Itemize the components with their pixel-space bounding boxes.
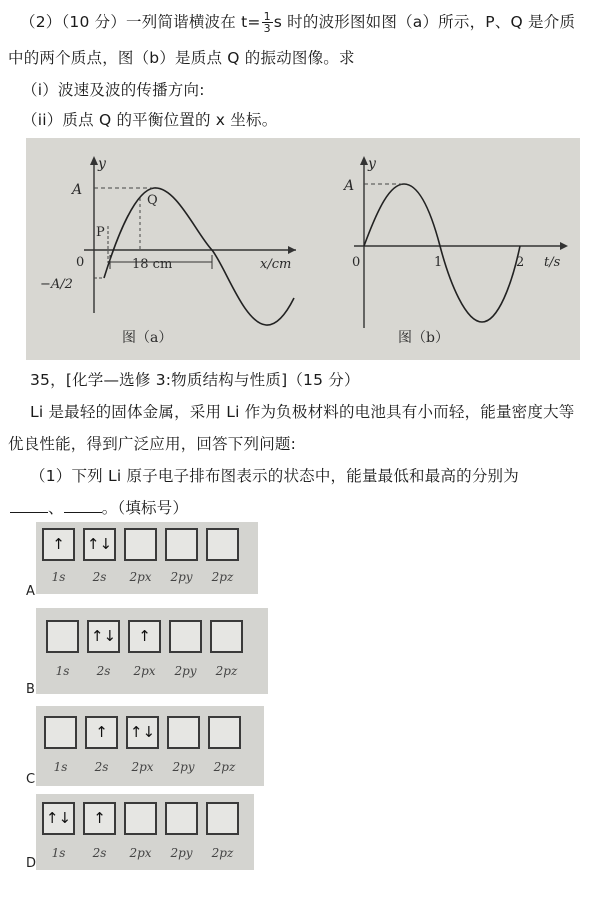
orbital-label-1s: 1s (55, 664, 70, 678)
wave-figure-photo (26, 138, 580, 360)
orbital-box-2py (167, 716, 200, 749)
orbital-box-2pz (206, 528, 239, 561)
orbital-label-2s: 2s (92, 570, 107, 584)
orbital-box-2s: ↑ (85, 716, 118, 749)
fig-b-wave-curve (364, 184, 520, 322)
fig-b-origin: 0 (352, 255, 361, 270)
orbital-box-2py (169, 620, 202, 653)
orbital-label-2pz: 2pz (211, 570, 234, 584)
orbital-label-2px: 2px (129, 846, 152, 860)
q35-intro1: Li 是最轻的固体金属，采用 Li 作为负极材料的电池具有小而轻，能量密度大等 (30, 403, 575, 421)
option-c-boxes (44, 716, 241, 749)
orbital-label-2s: 2s (92, 846, 107, 860)
orbital-label-2py: 2py (170, 570, 193, 584)
option-c-letter[interactable]: C (26, 772, 36, 787)
orbital-box-2pz (206, 802, 239, 835)
q35-intro2: 优良性能，得到广泛应用，回答下列问题: (8, 435, 297, 453)
wave-figure-svg (26, 138, 580, 360)
orbital-box-1s: ↑ (42, 528, 75, 561)
orbital-label-2pz: 2pz (213, 760, 236, 774)
fig-a-Q-label: Q (147, 193, 158, 208)
orbital-label-2s: 2s (94, 760, 109, 774)
fig-b-y-arrow (360, 156, 368, 165)
orbital-box-1s (46, 620, 79, 653)
figure-b (342, 156, 568, 346)
fig-b-A-label: A (344, 178, 355, 194)
q35-header: 35，[化学—选修 3:物质结构与性质]（15 分） (30, 371, 360, 389)
fig-a-caption: 图（a） (122, 330, 173, 346)
fig-a-y-arrow (90, 156, 98, 165)
option-d-labels (42, 846, 239, 860)
time-fraction (262, 11, 273, 34)
orbital-box-2py (165, 802, 198, 835)
fig-b-y-label: y (368, 156, 376, 172)
option-a-letter[interactable]: A (26, 584, 35, 599)
fig-a-y-label: y (98, 156, 106, 172)
fig-a-x-arrow (288, 246, 296, 254)
fig-a-negA-label: −A/2 (40, 277, 73, 292)
orbital-label-1s: 1s (51, 570, 66, 584)
q34-line1 (20, 10, 575, 34)
answer-blank-highest[interactable] (64, 500, 102, 513)
q34-line1-a: （2）（10 分）一列简谐横波在 t= (20, 13, 261, 31)
fig-b-tick1: 1 (434, 255, 443, 270)
fig-b-x-label: t/s (544, 255, 561, 270)
answer-blank-lowest[interactable] (10, 500, 48, 513)
q34-line2: 中的两个质点，图（b）是质点 Q 的振动图像。求 (8, 49, 355, 67)
orbital-box-2s: ↑ (83, 802, 116, 835)
orbital-label-2s: 2s (96, 664, 111, 678)
fraction-denominator: 3 (263, 22, 271, 35)
option-b-letter[interactable]: B (26, 682, 35, 697)
orbital-box-2px (124, 802, 157, 835)
fig-a-A-label: A (72, 182, 83, 198)
orbital-box-2px: ↑ (128, 620, 161, 653)
orbital-box-2s: ↑↓ (87, 620, 120, 653)
orbital-box-2s: ↑↓ (83, 528, 116, 561)
orbital-label-1s: 1s (51, 846, 66, 860)
orbital-box-2py (165, 528, 198, 561)
option-d-boxes (42, 802, 239, 835)
orbital-box-1s (44, 716, 77, 749)
orbital-label-2px: 2px (133, 664, 156, 678)
fig-b-tick2: 2 (516, 255, 525, 270)
fig-a-P-label: P (96, 225, 105, 240)
orbital-box-2px: ↑↓ (126, 716, 159, 749)
fraction-numerator: 1 (263, 10, 271, 23)
option-c-labels (44, 760, 241, 774)
orbital-label-2px: 2px (129, 570, 152, 584)
q34-sub1: （i）波速及波的传播方向: (22, 81, 205, 99)
orbital-box-1s: ↑↓ (42, 802, 75, 835)
figure-a (40, 156, 296, 346)
orbital-label-2py: 2py (170, 846, 193, 860)
q34-line1-b: s 时的波形图如图（a）所示，P、Q 是介质 (273, 13, 576, 31)
orbital-label-2py: 2py (172, 760, 195, 774)
option-d-photo (36, 794, 254, 870)
option-b-labels (46, 664, 243, 678)
fig-b-x-arrow (560, 242, 568, 250)
option-b-photo (36, 608, 268, 694)
fig-b-caption: 图（b） (398, 330, 449, 346)
option-a-labels (42, 570, 239, 584)
orbital-box-2pz (210, 620, 243, 653)
orbital-label-2px: 2px (131, 760, 154, 774)
q35-answer-line (10, 496, 188, 518)
q35-part1: （1）下列 Li 原子电子排布图表示的状态中，能量最低和最高的分别为 (30, 467, 519, 485)
option-d-letter[interactable]: D (26, 856, 37, 871)
orbital-box-2px (124, 528, 157, 561)
orbital-label-2py: 2py (174, 664, 197, 678)
option-a-boxes (42, 528, 239, 561)
fig-a-dist-label: 18 cm (132, 257, 173, 272)
blank-separator: 、 (48, 499, 64, 517)
orbital-label-2pz: 2pz (215, 664, 238, 678)
option-a-photo (36, 522, 258, 594)
fig-a-x-label: x/cm (260, 257, 292, 272)
option-c-photo (36, 706, 264, 786)
orbital-box-2pz (208, 716, 241, 749)
orbital-label-1s: 1s (53, 760, 68, 774)
blank-tail: 。（填标号） (101, 499, 189, 517)
fig-a-origin: 0 (76, 255, 85, 270)
q34-sub2: （ii）质点 Q 的平衡位置的 x 坐标。 (22, 111, 278, 129)
orbital-label-2pz: 2pz (211, 846, 234, 860)
option-b-boxes (46, 620, 243, 653)
